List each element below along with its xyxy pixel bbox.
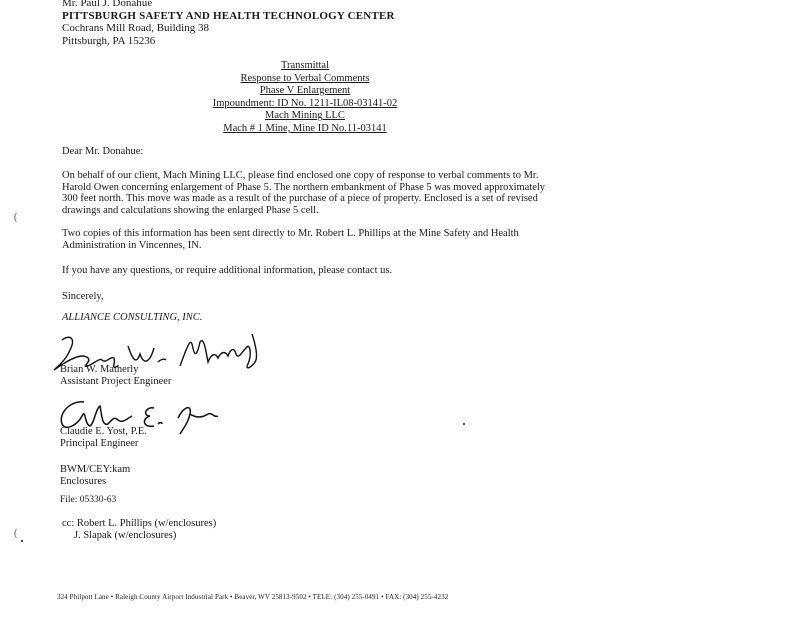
letterhead-footer: 324 Philpott Lane • Raleigh County Airport Industrial Park • Beaver, WV 25813-9502 • TELE: (304) 255-0491 • FAX: (304) 255-4232 [57, 593, 449, 601]
scan-speck [21, 540, 23, 542]
signer-1-name: Brian W. Matherly [60, 364, 139, 375]
salutation: Dear Mr. Donahue: [62, 146, 144, 157]
recipient-organization: PITTSBURGH SAFETY AND HEALTH TECHNOLOGY CENTER [62, 9, 395, 22]
paragraph-1: On behalf of our client, Mach Mining LLC, please find enclosed one copy of response to verbal comments to Mr. Harold Owen concerning enlargement of Phase 5. The northern embankment of Phase 5 was moved approximately 300 feet north. This move was made as a result of the purchase of a piece of property. Enclosed is a set of revised drawings and calculations showing the enlarged Phase 5 cell. [62, 170, 546, 216]
enclosures: Enclosures [60, 475, 107, 487]
signer-2 [60, 426, 147, 449]
subject-line: Transmittal [280, 60, 330, 71]
file-number: File: 05330-63 [60, 495, 117, 505]
signer-2-title: Principal Engineer [60, 437, 139, 449]
scan-speck [463, 423, 465, 425]
punch-hole-mark: ( [14, 212, 18, 223]
reference-block [60, 464, 130, 487]
signer-2-name: Claudie E. Yost, P.E. [60, 426, 147, 437]
cc-line: cc: Robert L. Phillips (w/enclosures) [62, 518, 217, 529]
signer-1 [60, 364, 171, 387]
cc-line: J. Slapak (w/enclosures) [74, 529, 177, 541]
paragraph-2: Two copies of this information has been sent directly to Mr. Robert L. Phillips at the Mine Safety and Health Administration in Vincennes, IN. [62, 228, 519, 251]
initials: BWM/CEY:kam [60, 464, 131, 475]
recipient-street: Cochrans Mill Road, Building 38 [62, 22, 209, 34]
recipient-address [62, 0, 395, 47]
cc-block [62, 518, 216, 541]
subject-line: Response to Verbal Comments [240, 72, 370, 84]
recipient-city: Pittsburgh, PA 15236 [62, 34, 156, 47]
recipient-name: Mr. Paul J. Donahue [62, 0, 153, 9]
subject-line: Impoundment: ID No. 1211-IL08-03141-02 [212, 97, 398, 109]
closing: Sincerely, [62, 291, 104, 302]
paragraph-3: If you have any questions, or require additional information, please contact us. [62, 265, 393, 276]
subject-line: Mach # 1 Mine, Mine ID No.11-03141 [223, 122, 387, 134]
signer-1-title: Assistant Project Engineer [60, 375, 172, 387]
subject-line: Mach Mining LLC [265, 110, 345, 122]
firm-name: ALLIANCE CONSULTING, INC. [62, 312, 203, 323]
punch-hole-mark: ( [14, 528, 18, 539]
subject-block [196, 60, 414, 136]
subject-line: Phase V Enlargement [259, 85, 351, 97]
